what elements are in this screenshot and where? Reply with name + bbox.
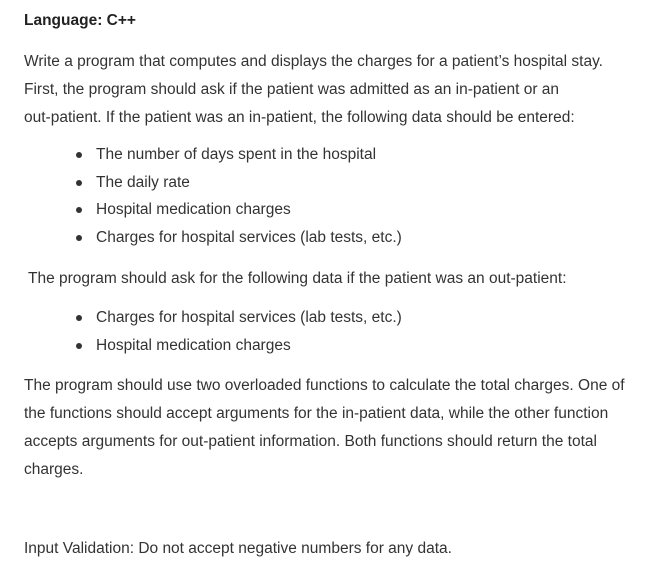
intro-line: First, the program should ask if the patient was admitted as an in-patient or an	[24, 81, 560, 98]
outpatient-intro-paragraph	[28, 265, 651, 293]
intro-paragraph	[24, 48, 649, 132]
list-item-text: Charges for hospital services (lab tests, etc.)	[96, 229, 402, 247]
bullet-icon	[76, 152, 82, 158]
outpatient-intro-line: The program should ask for the following data if the patient was an out-patient:	[28, 270, 567, 287]
list-item	[76, 169, 402, 197]
list-item-text: Charges for hospital services (lab tests, etc.)	[96, 309, 402, 326]
functions-paragraph	[24, 372, 649, 484]
intro-line: out-patient. If the patient was an in-patient, the following data should be entered:	[24, 109, 575, 126]
bullet-icon	[76, 207, 82, 213]
intro-line: Write a program that computes and displays the charges for a patient’s hospital stay.	[24, 53, 603, 70]
list-item	[76, 304, 402, 332]
input-validation-paragraph	[24, 535, 649, 563]
bullet-icon	[76, 343, 82, 349]
functions-line: The program should use two overloaded functions to calculate the total charges. One of	[24, 377, 625, 394]
list-item	[76, 224, 402, 252]
functions-line: the functions should accept arguments for the in-patient data, while the other function	[24, 405, 609, 422]
functions-line: accepts arguments for out-patient information. Both functions should return the total	[24, 433, 597, 450]
language-heading: Language: C++	[24, 12, 136, 29]
list-item-text: Hospital medication charges	[96, 336, 291, 354]
list-item-text: The daily rate	[96, 173, 190, 191]
list-item	[76, 196, 402, 224]
list-item-text: Hospital medication charges	[96, 201, 291, 219]
outpatient-data-list	[76, 304, 402, 359]
list-item	[76, 141, 402, 169]
input-validation-text: Input Validation: Do not accept negative numbers for any data.	[24, 540, 452, 557]
inpatient-data-list	[76, 141, 402, 252]
functions-line: charges.	[24, 461, 84, 478]
list-item-text: The number of days spent in the hospital	[96, 146, 377, 163]
bullet-icon	[76, 180, 82, 186]
list-item	[76, 332, 402, 360]
bullet-icon	[76, 235, 82, 241]
bullet-icon	[76, 315, 82, 321]
